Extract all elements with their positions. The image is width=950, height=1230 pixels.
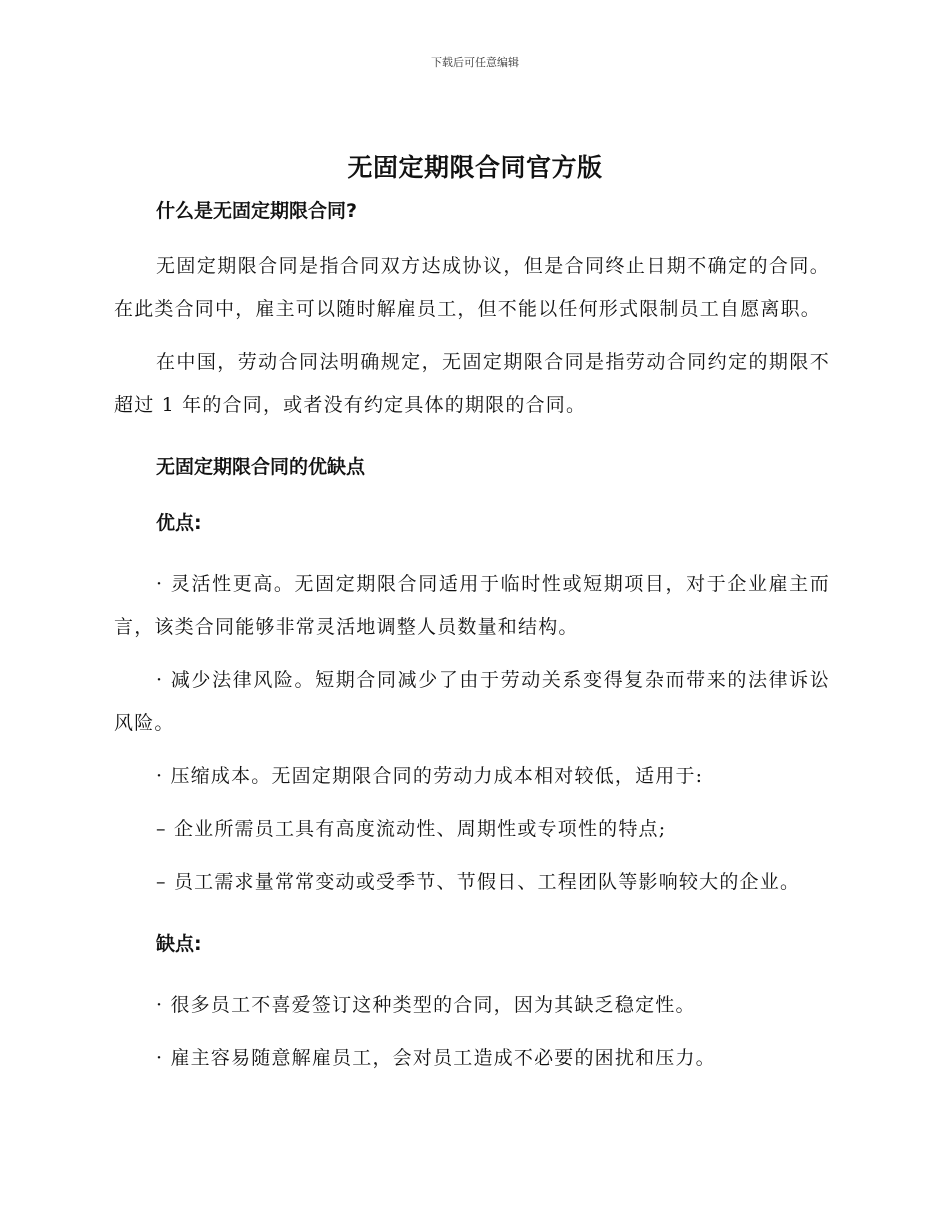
list-item-pro-legal-risk: · 减少法律风险。短期合同减少了由于劳动关系变得复杂而带来的法律诉讼风险。	[114, 669, 830, 734]
list-item-pro-flexibility: · 灵活性更高。无固定期限合同适用于临时性或短期项目，对于企业雇主而言，该类合同能够非常灵活地调整人员数量和结构。	[114, 573, 830, 638]
section-heading-pros: 优点:	[156, 512, 202, 534]
section-heading-cons: 缺点:	[156, 933, 202, 955]
page-header-note: 下载后可任意编辑	[431, 56, 519, 69]
document-body	[114, 195, 830, 1080]
section-heading-what-is: 什么是无固定期限合同?	[156, 200, 358, 222]
document-title: 无固定期限合同官方版	[347, 153, 603, 182]
list-item-con-stability: · 很多员工不喜爱签订这种类型的合同，因为其缺乏稳定性。	[156, 994, 696, 1016]
paragraph-china-law: 在中国，劳动合同法明确规定，无固定期限合同是指劳动合同约定的期限不超过 1 年的合同，或者没有约定具体的期限的合同。	[114, 351, 830, 416]
list-item-pro-cost: · 压缩成本。无固定期限合同的劳动力成本相对较低，适用于:	[156, 765, 704, 787]
list-item-pro-cost-sub-b: – 员工需求量常常变动或受季节、节假日、工程团队等影响较大的企业。	[156, 871, 801, 893]
list-item-pro-cost-sub-a: – 企业所需员工具有高度流动性、周期性或专项性的特点;	[156, 818, 667, 840]
list-item-con-dismissal: · 雇主容易随意解雇员工，会对员工造成不必要的困扰和压力。	[156, 1047, 716, 1069]
section-heading-pros-cons: 无固定期限合同的优缺点	[156, 456, 366, 478]
paragraph-definition: 无固定期限合同是指合同双方达成协议，但是合同终止日期不确定的合同。在此类合同中，雇主可以随时解雇员工，但不能以任何形式限制员工自愿离职。	[114, 255, 830, 320]
